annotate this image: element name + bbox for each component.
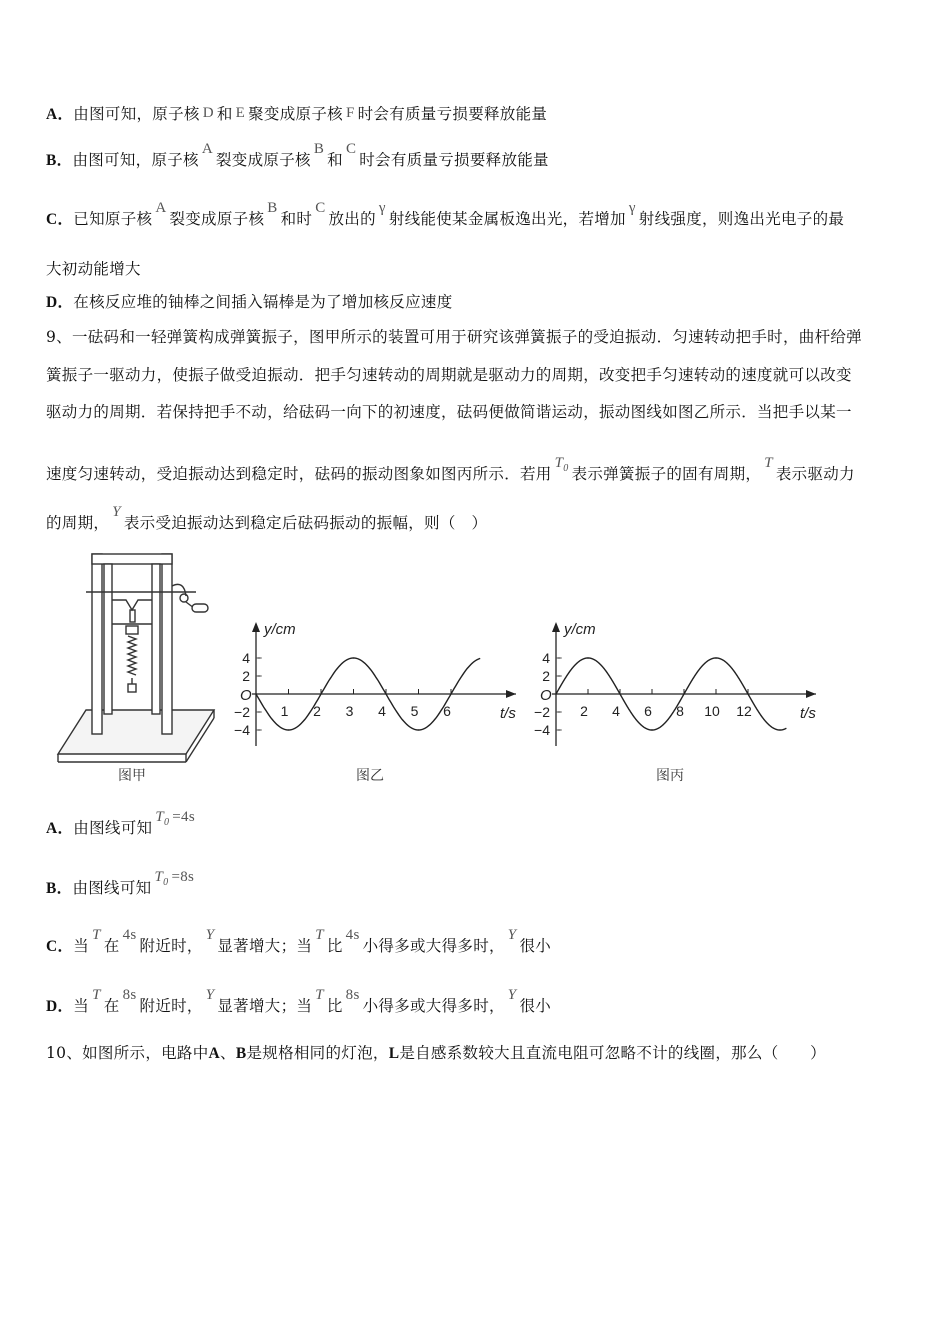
data-point: [555, 693, 556, 694]
chart-bing: [534, 621, 816, 746]
y-tick-label: 2: [542, 668, 550, 684]
y-axis-arrow: [552, 622, 560, 632]
q9-option-c[interactable]: C．当T在4s附近时，Y显著增大；当T比4s小得多或大得多时，Y很小: [46, 927, 552, 955]
y-tick-label: 4: [542, 650, 550, 666]
figure-label-jia: 图甲: [118, 767, 146, 783]
data-point: [320, 693, 321, 694]
q9-stem-line-2: 簧振子一驱动力，使振子做受迫振动．把手匀速转动的周期就是驱动力的周期，改变把手匀速转动的速度就可以改变: [46, 366, 852, 384]
data-point: [288, 729, 289, 730]
t0-symbol: $T_0$: [554, 455, 569, 474]
y-axis-arrow: [252, 622, 260, 632]
q9-stem-line-4: 速度匀速转动，受迫振动达到稳定时，砝码的振动图象如图丙所示．若用$T_0$ 表示弹簧振子的固有周期，T表示驱动力: [46, 455, 855, 483]
spring-apparatus-figure: [58, 554, 214, 762]
x-tick-label: 6: [644, 703, 652, 719]
y-tick-label: −4: [534, 722, 550, 738]
y-axis-label: y/cm: [564, 621, 596, 638]
origin-label: O: [240, 687, 252, 704]
y-tick-label: −2: [534, 704, 550, 720]
x-axis-label: t/s: [500, 705, 516, 722]
q9-stem-line-5: 的周期，Y表示受迫振动达到稳定后砝码振动的振幅，则（ ）: [46, 504, 488, 532]
data-point: [255, 693, 256, 694]
q9-option-a[interactable]: A．由图线可知$T_0 =4s$: [46, 809, 195, 837]
data-point: [651, 729, 652, 730]
y-axis-label: y/cm: [264, 621, 296, 638]
x-tick-label: 4: [612, 703, 620, 719]
y-tick-label: −2: [234, 704, 250, 720]
q10-stem: 10、如图所示，电路中A、B是规格相同的灯泡，L是自感系数较大且直流电阻可忽略不计的线圈，那么（ ）: [46, 1044, 826, 1062]
x-tick-label: 12: [736, 703, 752, 719]
q8-option-c[interactable]: C．已知原子核A裂变成原子核B和时C放出的γ射线能使某金属板逸出光，若增加γ射线强度，则逸出光电子的最: [46, 200, 845, 228]
data-point: [619, 693, 620, 694]
x-tick-label: 3: [345, 703, 354, 719]
y-tick-label: 4: [242, 650, 250, 666]
x-tick-label: 6: [443, 703, 451, 719]
x-tick-label: 2: [313, 703, 321, 719]
data-point: [747, 693, 748, 694]
q9-option-d[interactable]: D．当T在8s附近时，Y显著增大；当T比8s小得多或大得多时，Y很小: [46, 987, 552, 1015]
data-point: [385, 693, 386, 694]
data-point: [683, 693, 684, 694]
data-point: [715, 657, 716, 658]
data-point: [353, 657, 354, 658]
x-tick-label: 1: [280, 703, 289, 719]
x-axis-arrow: [506, 690, 516, 698]
q8-option-b[interactable]: B．由图可知，原子核A裂变成原子核B和C时会有质量亏损要释放能量: [46, 141, 549, 169]
figure-label-yi: 图乙: [356, 767, 384, 783]
x-tick-label: 8: [676, 703, 684, 719]
q9-stem-line-3: 驱动力的周期．若保持把手不动，给砝码一向下的初速度，砝码便做简谐运动，振动图线如图乙所示．当把手以某一: [46, 403, 852, 421]
q8-option-a[interactable]: A．由图可知，原子核 D 和 E 聚变成原子核 F 时会有质量亏损要释放能量: [46, 105, 548, 123]
origin-label: O: [540, 687, 552, 704]
data-point: [418, 729, 419, 730]
figure-label-bing: 图丙: [656, 767, 684, 783]
data-point: [450, 693, 451, 694]
q8-option-c-continuation: 大初动能增大: [46, 260, 141, 278]
q9-stem-line-1: 9、一砝码和一轻弹簧构成弹簧振子，图甲所示的装置可用于研究该弹簧振子的受迫振动．匀速转动把手时，曲杆给弹: [46, 328, 862, 346]
y-tick-label: −4: [234, 722, 250, 738]
q9-figure: [46, 542, 826, 787]
x-axis-arrow: [806, 690, 816, 698]
x-tick-label: 4: [378, 703, 386, 719]
q9-option-b[interactable]: B．由图线可知$T_0 =8s$: [46, 869, 195, 897]
data-point: [587, 657, 588, 658]
q8-option-d[interactable]: D．在核反应堆的铀棒之间插入镉棒是为了增加核反应速度: [46, 293, 453, 311]
chart-yi: [234, 621, 516, 746]
x-tick-label: 10: [704, 703, 720, 719]
y-tick-label: 2: [242, 668, 250, 684]
x-axis-label: t/s: [800, 705, 816, 722]
x-tick-label: 2: [580, 703, 588, 719]
x-tick-label: 5: [410, 703, 419, 719]
